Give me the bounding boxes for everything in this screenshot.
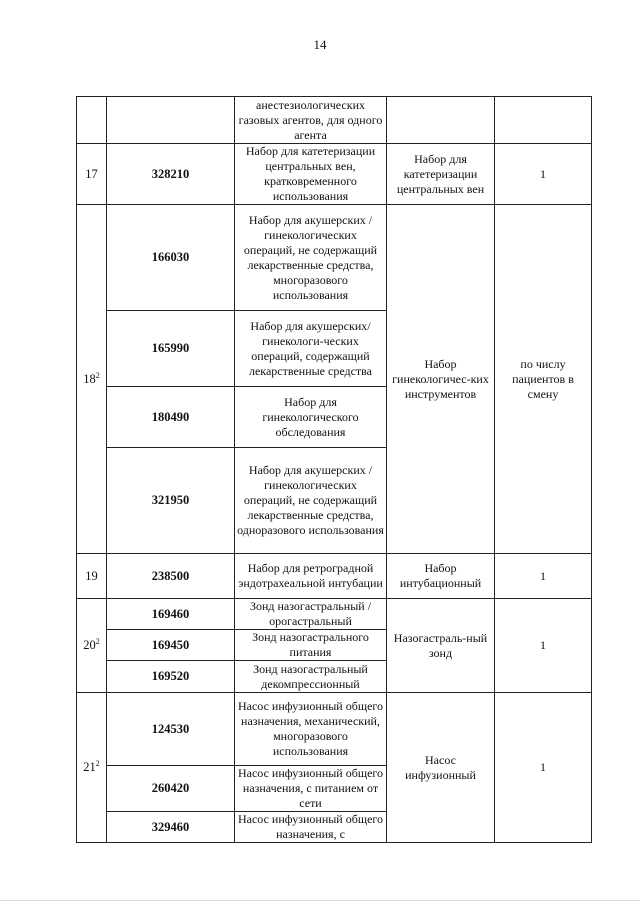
item-name-cell: Зонд назогастральный /орогастральный bbox=[235, 599, 387, 630]
row-number-superscript: 2 bbox=[95, 758, 100, 768]
count-cell: 1 bbox=[495, 554, 592, 599]
item-name-cell: Насос инфузионный общего назначения, с bbox=[235, 812, 387, 843]
row-number-superscript: 2 bbox=[95, 636, 100, 646]
item-name-cell: анестезиологических газовых агентов, для одного агента bbox=[235, 97, 387, 144]
row-number: 21 bbox=[83, 760, 96, 774]
row-number-cell bbox=[77, 599, 107, 693]
code-cell: 180490 bbox=[107, 387, 235, 448]
table-row bbox=[77, 97, 592, 144]
count-cell: 1 bbox=[495, 144, 592, 205]
code-cell: 124530 bbox=[107, 693, 235, 766]
table-row bbox=[77, 554, 592, 599]
group-cell: Набор гинекологичес-ких инструментов bbox=[387, 205, 495, 554]
code-cell: 169460 bbox=[107, 599, 235, 630]
group-cell: Насос инфузионный bbox=[387, 693, 495, 843]
code-cell: 260420 bbox=[107, 766, 235, 812]
table-row bbox=[77, 205, 592, 311]
group-cell: Набор для катетеризации центральных вен bbox=[387, 144, 495, 205]
code-cell bbox=[107, 97, 235, 144]
row-number-superscript: 2 bbox=[95, 370, 100, 380]
code-cell: 169520 bbox=[107, 661, 235, 693]
group-cell: Набор интубационный bbox=[387, 554, 495, 599]
code-cell: 321950 bbox=[107, 448, 235, 554]
equipment-table bbox=[76, 96, 592, 843]
row-number: 20 bbox=[83, 638, 96, 652]
item-name-cell: Набор для гинекологического обследования bbox=[235, 387, 387, 448]
count-cell bbox=[495, 97, 592, 144]
page-number: 14 bbox=[313, 37, 327, 52]
table-row bbox=[77, 144, 592, 205]
page-bottom-edge bbox=[0, 900, 640, 901]
item-name-cell: Набор для ретроградной эндотрахеальной интубации bbox=[235, 554, 387, 599]
item-name-cell: Насос инфузионный общего назначения, механический, многоразового использования bbox=[235, 693, 387, 766]
code-cell: 238500 bbox=[107, 554, 235, 599]
count-cell: по числу пациентов в смену bbox=[495, 205, 592, 554]
group-cell bbox=[387, 97, 495, 144]
row-number-cell bbox=[77, 205, 107, 554]
table-row bbox=[77, 693, 592, 766]
count-cell: 1 bbox=[495, 693, 592, 843]
code-cell: 328210 bbox=[107, 144, 235, 205]
row-number-cell: 19 bbox=[77, 554, 107, 599]
item-name-cell: Зонд назогастральный декомпрессионный bbox=[235, 661, 387, 693]
row-number-cell bbox=[77, 97, 107, 144]
group-cell: Назогастраль-ный зонд bbox=[387, 599, 495, 693]
table-row bbox=[77, 599, 592, 630]
item-name-cell: Набор для акушерских/гинекологи-ческих операций, содержащий лекарственные средства bbox=[235, 311, 387, 387]
item-name-cell: Насос инфузионный общего назначения, с питанием от сети bbox=[235, 766, 387, 812]
code-cell: 329460 bbox=[107, 812, 235, 843]
item-name-cell: Набор для акушерских /гинекологических операций, не содержащий лекарственные средства, одноразового использования bbox=[235, 448, 387, 554]
row-number: 18 bbox=[83, 371, 96, 386]
code-cell: 166030 bbox=[107, 205, 235, 311]
item-name-cell: Набор для акушерских /гинекологических операций, не содержащий лекарственные средства, многоразового использования bbox=[235, 205, 387, 311]
count-cell: 1 bbox=[495, 599, 592, 693]
row-number-cell bbox=[77, 693, 107, 843]
item-name-cell: Зонд назогастрального питания bbox=[235, 630, 387, 661]
row-number-cell: 17 bbox=[77, 144, 107, 205]
code-cell: 169450 bbox=[107, 630, 235, 661]
code-cell: 165990 bbox=[107, 311, 235, 387]
item-name-cell: Набор для катетеризации центральных вен, кратковременного использования bbox=[235, 144, 387, 205]
